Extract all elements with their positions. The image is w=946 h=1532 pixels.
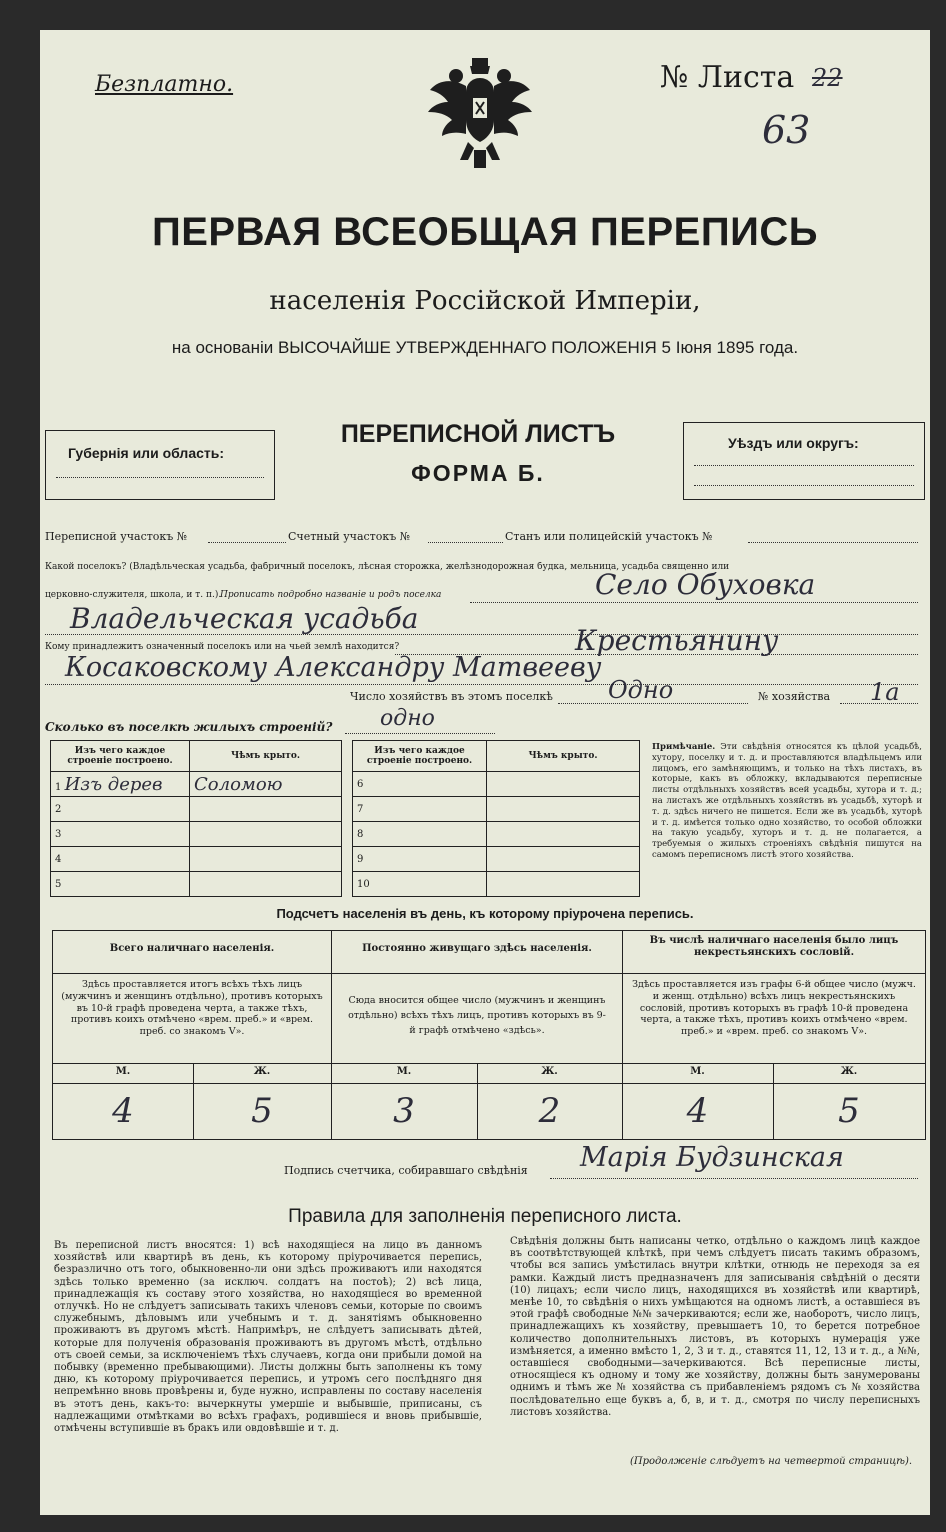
- form-name: ФОРМА Б.: [411, 460, 545, 486]
- total-female-value: 5: [251, 1091, 273, 1131]
- permanent-population-header: Постоянно живущаго здѣсь населенія.: [362, 943, 592, 954]
- rules-continuation: (Продолженіе слѣдуетъ на четвертой страницѣ).: [630, 1456, 913, 1467]
- buildings-question: Сколько въ поселкѣ жилыхъ строеній?: [45, 720, 333, 734]
- non-peasant-female-value: 5: [838, 1091, 860, 1131]
- roof-column-header: Чѣмъ крыто.: [190, 741, 342, 772]
- district-label: Уѣздъ или округъ:: [728, 435, 859, 451]
- non-peasant-description: Здѣсь проставляется изъ графы 6-й общее число (мужч. и женщ. отдѣльно) всѣхъ лицъ некрестьянскихъ сословій, противъ которыхъ въ графѣ 10-й проведена черта, а также тѣхъ, противъ коихъ отмѣчено «врем. преб.» и «врем. преб. со знакомъ V».: [632, 979, 916, 1038]
- buildings-table-right: Изъ чего каждое строеніе построено. Чѣмъ крыто. 6 7 8 9 10: [352, 740, 640, 897]
- buildings-table-left: [50, 740, 342, 897]
- female-col-1: Ж.: [253, 1066, 271, 1077]
- female-col-2: Ж.: [541, 1066, 558, 1077]
- enumerator-signature-label: Подпись счетчика, собиравшаго свѣдѣнія: [284, 1164, 528, 1177]
- female-col-3: Ж.: [840, 1066, 858, 1077]
- province-label: Губернія или область:: [68, 445, 225, 461]
- buildings-count-handwritten: одно: [380, 706, 435, 731]
- owner-question: Кому принадлежитъ означенный поселокъ или на чьей землѣ находится?: [45, 642, 400, 652]
- district-box: [683, 422, 925, 500]
- table-row: 4: [51, 847, 342, 872]
- material-column-header: Изъ чего каждое строеніе построено.: [51, 741, 190, 772]
- male-col-1: М.: [115, 1066, 131, 1077]
- population-count-table: [52, 930, 926, 1140]
- page-subtitle: населенія Россійской Имперіи,: [269, 286, 701, 316]
- owner-handwritten: Крестьянину: [575, 624, 779, 657]
- province-box: [45, 430, 275, 500]
- page-title: ПЕРВАЯ ВСЕОБЩАЯ ПЕРЕПИСЬ: [152, 210, 818, 254]
- sheet-number-handwritten: 63: [762, 108, 811, 152]
- table-row: 9: [353, 847, 640, 872]
- total-population-header: Всего наличнаго населенія.: [109, 943, 275, 954]
- male-col-3: М.: [690, 1066, 705, 1077]
- list-title: ПЕРЕПИСНОЙ ЛИСТЪ: [340, 420, 616, 448]
- male-col-2: М.: [396, 1066, 412, 1077]
- total-population-description: Здѣсь проставляется итогъ всѣхъ тѣхъ лицъ (мужчинъ и женщинъ отдѣльно), противъ которыхъ въ 10-й графѣ проведена черта, а также тѣхъ, противъ коихъ отмѣчено «врем. преб.» и «врем. преб. со знакомъ V».: [61, 979, 323, 1038]
- table-row: 5: [51, 872, 342, 897]
- enumerator-signature: Марія Будзинская: [580, 1142, 844, 1173]
- settlement-type-note: церковно-служителя, школа, и т. п.).: [45, 590, 222, 600]
- police-district-field: Станъ или полицейскій участокъ №: [505, 530, 713, 543]
- free-label: Безплатно.: [95, 72, 234, 97]
- buildings-note: Примѣчаніе. Эти свѣдѣнія относятся къ цѣлой усадьбѣ, хутору, поселку и т. д. и проставляются владѣльцемъ или лицомъ, его замѣняющимъ, и только на тѣхъ листахъ, въ которые, какъ въ обложку, вкладываются переписные листы отдѣльныхъ хозяйствъ всей усадьбы, хутора и т. д.; на листахъ же отдѣльныхъ хозяйствъ въ усадьбѣ, хуторѣ и т. д. здѣсь ничего не пишется. Если же въ усадьбѣ, хуторѣ и т. д. имѣется только одно хозяйство, то особой обложки на такую усадьбу, хуторъ и т. д. не полагается, а требуемыя о жилыхъ строеніяхъ свѣдѣнія пишутся на самомъ переписномъ листѣ этого хозяйства.: [652, 742, 923, 860]
- rules-left-column: Въ переписной листъ вносятся: 1) всѣ находящіеся на лицо въ данномъ хозяйствѣ или квартирѣ въ день, къ которому пріурочивается перепись, безразлично отъ того, обыкновенно-ли они здѣсь проживаютъ или находятся здѣсь только временно (за исключ. солдатъ на постоѣ); 2) всѣ лица, принадлежащія къ составу этого хозяйства, но находящіеся во временной отлучкѣ. Но не слѣдуетъ записывать такихъ членовъ семьи, которые по своимъ служебнымъ, дѣловымъ или учебнымъ и т. д. занятіямъ обыкновенно проживаютъ въ другомъ мѣстѣ. Напримѣръ, не слѣдуетъ записывать дѣтей, которые для полученія образованія проживаютъ въ другомъ мѣстѣ, отдѣльно отъ своей семьи, за исключеніемъ тѣхъ случаевъ, когда они прибыли домой на побывку (временно пребывающими). Листы должны быть заполнены къ тому дню, къ которому пріурочивается перепись, и утромъ сего послѣдняго дня непремѣнно вновь провѣрены и, буде нужно, исправлены по составу населенія въ этотъ день, какъ-то: вычеркнуты умершіе и выбывшіе, приписаны, съ надлежащими отмѣтками во всѣхъ графахъ, родившіеся и вновь прибывшіе, отмѣчены вступившіе въ бракъ или овдовѣвшіе и т. д.: [54, 1240, 482, 1435]
- table-row: 7: [353, 797, 640, 822]
- sheet-number-crossed: 22: [812, 64, 843, 92]
- non-peasant-header: Въ числѣ наличнаго населенія было лицъ некрестьянскихъ сословій.: [649, 935, 899, 958]
- settlement-type-question: Какой поселокъ? (Владѣльческая усадьба, фабричный поселокъ, лѣсная сторожка, желѣзнодорожная будка, мельница, усадьба священно или: [45, 562, 730, 572]
- sheet-number-label: № Листа: [660, 60, 795, 95]
- census-sheet: [40, 30, 930, 1515]
- census-district-field: Переписной участокъ №: [45, 530, 188, 543]
- table-row: 10: [353, 872, 640, 897]
- household-number-handwritten: 1а: [870, 678, 900, 706]
- settlement-kind-handwritten: Владельческая усадьба: [70, 602, 419, 635]
- table-row: 1 Изъ дерев Соломою: [51, 772, 342, 797]
- permanent-female-value: 2: [538, 1091, 561, 1131]
- table-row: 6: [353, 772, 640, 797]
- table-row: 8: [353, 822, 640, 847]
- owner-name-handwritten: Косаковскому Александру Матвееву: [65, 652, 602, 683]
- decree-basis: на основаніи ВЫСОЧАЙШЕ УТВЕРЖДЕННАГО ПОЛОЖЕНІЯ 5 Іюня 1895 года.: [171, 338, 799, 357]
- households-count-label: Число хозяйствъ въ этомъ поселкѣ: [350, 690, 553, 703]
- households-count-handwritten: Одно: [608, 676, 674, 704]
- population-count-title: Подсчетъ населенія въ день, къ которому пріурочена перепись.: [276, 906, 694, 921]
- table-row: 2: [51, 797, 342, 822]
- rules-title: Правила для заполненія переписного листа.: [288, 1206, 682, 1227]
- settlement-name-handwritten: Село Обуховка: [595, 568, 816, 601]
- rules-right-column: Свѣдѣнія должны быть написаны четко, отдѣльно о каждомъ лицѣ каждое въ соотвѣтствующей клѣткѣ, при чемъ слѣдуетъ писать такимъ образомъ, чтобы вся запись умѣстилась внутри клѣтки, отнюдь не переходя за ея рамки. Каждый листъ предназначенъ для записыванія свѣдѣній о десяти (10) лицахъ; если число лицъ, находящихся въ хозяйствѣ или квартирѣ, менѣе 10, то свѣдѣнія о нихъ умѣщаются на одномъ листѣ, а оставшіеся въ этой графѣ свободные №№ зачеркиваются; если же, наоборотъ, число лицъ, принадлежащихъ къ хозяйству, превышаетъ 10, то берется потребное количество дополнительныхъ листовъ, въ которыхъ нумерація уже измѣняется, а именно вмѣсто 1, 2, 3 и т. д., ставятся 11, 12, 13 и т. д., а №№, оставшіеся свободными—зачеркиваются. Всѣ переписные листы, относящіеся къ одному и тому же хозяйству, должны быть занумерованы однимъ и тѣмъ же № хозяйства съ прибавленіемъ рядомъ съ № хозяйства послѣдовательно еще буквъ а, б, в, и т. д., смотря по числу переписныхъ листовъ хозяйства.: [510, 1236, 920, 1418]
- household-number-label: № хозяйства: [758, 690, 830, 703]
- total-male-value: 4: [112, 1091, 134, 1131]
- settlement-name-instruction: Прописать подробно названіе и родъ поселка: [220, 590, 442, 600]
- permanent-population-description: Сюда вносится общее число (мужчинъ и женщинъ отдѣльно) всѣхъ тѣхъ лицъ, противъ которыхъ въ 9-й графѣ отмѣчено «здѣсь».: [348, 995, 606, 1036]
- table-row: 3: [51, 822, 342, 847]
- counting-district-field: Счетный участокъ №: [288, 530, 411, 543]
- non-peasant-male-value: 4: [686, 1091, 709, 1131]
- double-headed-eagle-icon: [420, 50, 540, 178]
- permanent-male-value: 3: [393, 1091, 415, 1131]
